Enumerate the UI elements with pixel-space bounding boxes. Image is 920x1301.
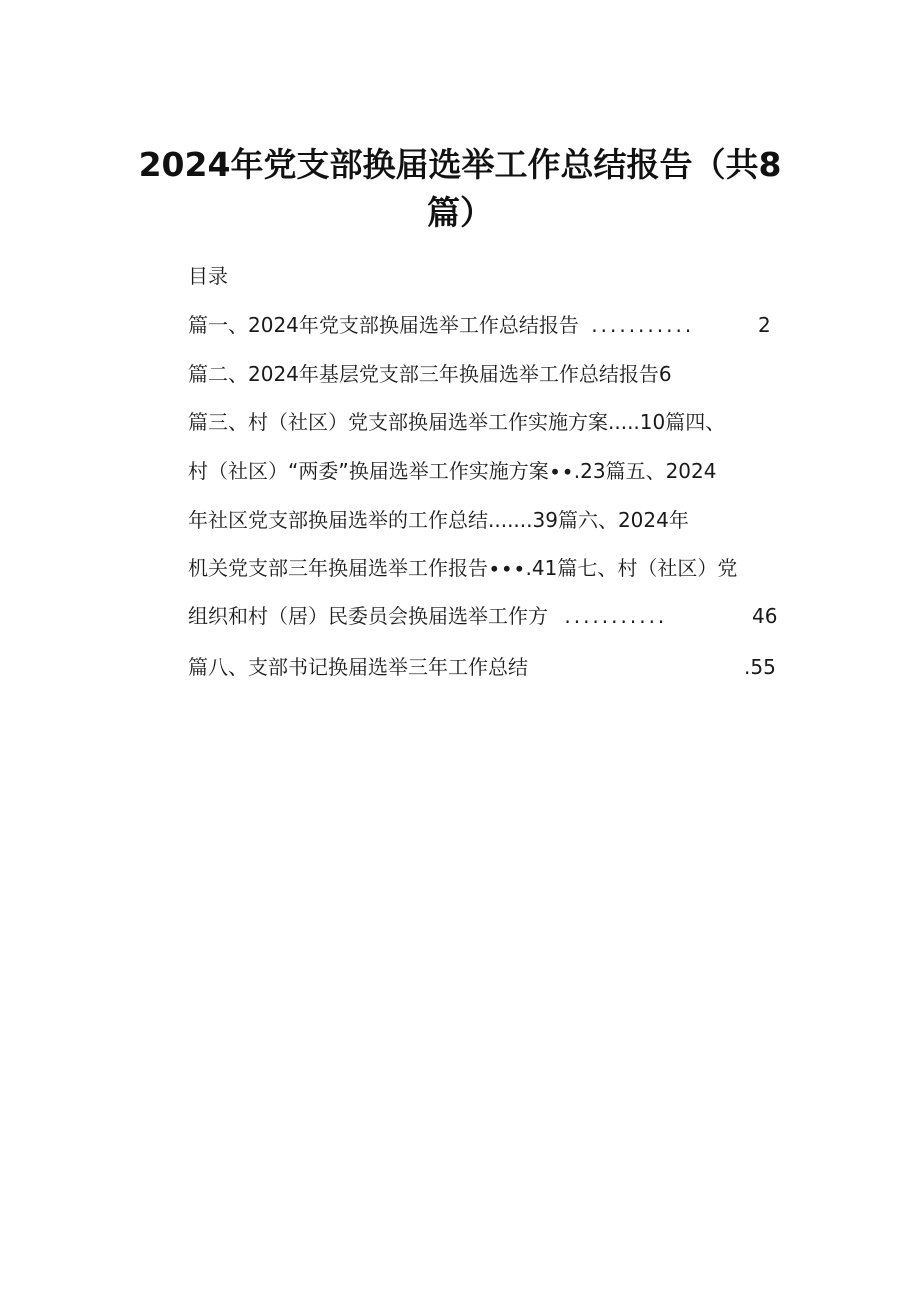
toc-entry-1-page: 2	[758, 313, 771, 337]
toc-entry-6[interactable]	[188, 554, 737, 582]
toc-entry-7[interactable]	[188, 602, 667, 630]
toc-entry-4-text: 村（社区）“两委”换届选举工作实施方案∙∙.23篇五、2024	[188, 459, 717, 483]
document-title-line-1: 2024年党支部换届选举工作总结报告（共8	[138, 145, 782, 184]
toc-entry-7-dots: ...........	[564, 604, 668, 628]
toc-entry-3-text: 篇三、村（社区）党支部换届选举工作实施方案.....10篇四、	[188, 410, 726, 434]
toc-entry-1-dots: ...........	[591, 313, 695, 337]
toc-entry-8-text: 篇八、支部书记换届选举三年工作总结	[188, 655, 528, 679]
toc-entry-5-text: 年社区党支部换届选举的工作总结.......39篇六、2024年	[188, 508, 689, 532]
toc-entry-8-page: .55	[744, 655, 776, 679]
toc-entry-4[interactable]	[188, 457, 716, 485]
toc-entry-7-page: 46	[752, 604, 778, 628]
toc-entry-2-text: 篇二、2024年基层党支部三年换届选举工作总结报告6	[188, 362, 672, 386]
toc-entry-6-text: 机关党支部三年换届选举工作报告∙∙∙.41篇七、村（社区）党	[188, 556, 738, 580]
toc-entry-5[interactable]	[188, 506, 689, 534]
toc-entry-7-text: 组织和村（居）民委员会换届选举工作方	[188, 604, 548, 628]
toc-entry-3[interactable]	[188, 408, 725, 436]
toc-entry-8[interactable]	[188, 653, 528, 681]
toc-entry-1-text: 篇一、2024年党支部换届选举工作总结报告	[188, 313, 579, 337]
toc-entry-2[interactable]	[188, 360, 672, 388]
toc-heading: 目录	[188, 264, 228, 288]
document-title-line-2: 篇）	[427, 193, 493, 232]
toc-entry-1[interactable]	[188, 311, 694, 339]
